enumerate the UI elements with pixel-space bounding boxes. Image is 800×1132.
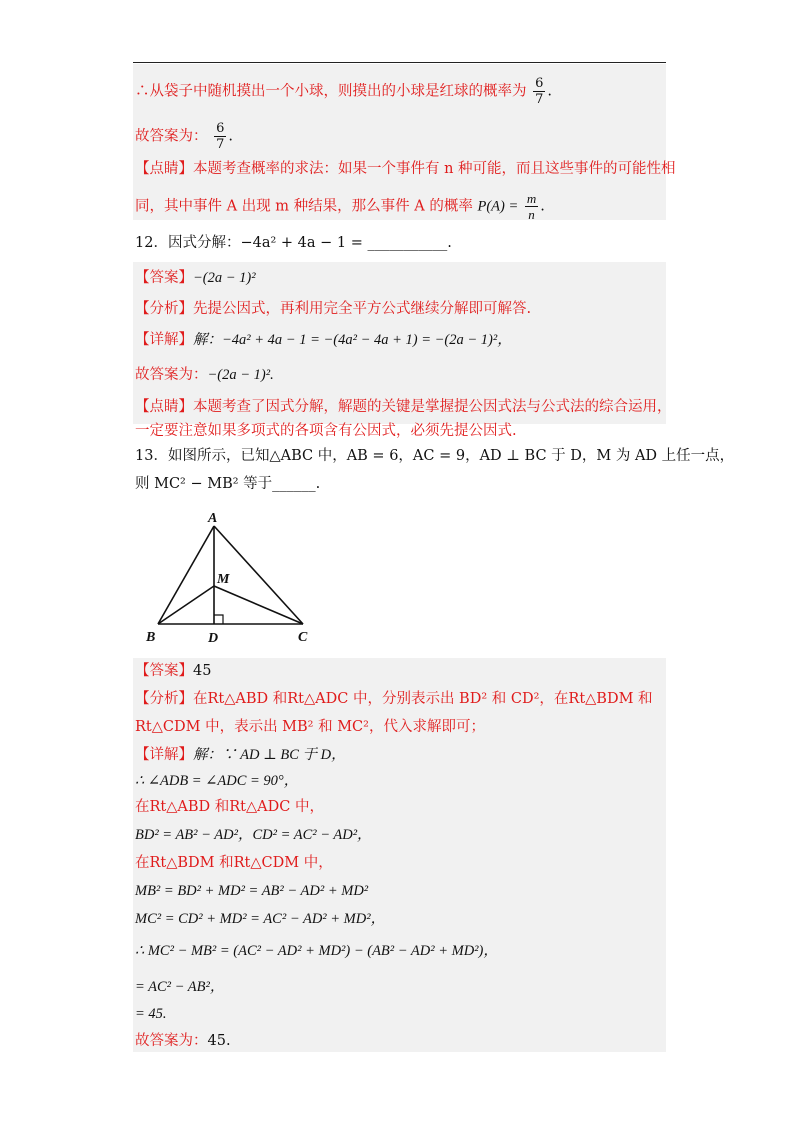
analysis-text: 在Rt△ABD 和Rt△ADC 中，分别表示出 BD² 和 CD²，在Rt△BDM 和: [193, 691, 653, 707]
q13-step-6: MC² = CD² + MD² = AC² − AD² + MD²，: [135, 911, 386, 927]
q13-final-answer: [135, 1031, 231, 1051]
q12-comment-line1: [135, 397, 672, 417]
right-angle-mark: [214, 615, 223, 624]
detail-tag: 【详解】: [135, 332, 193, 348]
probability-fraction: [525, 191, 538, 222]
q13-step-4: 在Rt△BDM 和Rt△CDM 中，: [135, 855, 333, 871]
fraction-denominator: n: [528, 207, 535, 222]
prev-comment-line2: [135, 191, 545, 222]
q13-step-3: BD² = AB² − AD²，CD² = AC² − AD²，: [135, 827, 372, 843]
period: .: [228, 128, 233, 145]
comment-tag: 【点睛】: [135, 399, 193, 415]
q13-question-line2: 则 MC² − MB² 等于______.: [135, 476, 321, 492]
detail-text: 解：∵ AD ⊥ BC 于 D，: [193, 747, 346, 763]
answer-value: 45: [207, 1033, 226, 1049]
q12-question: 12．因式分解：−4a² + 4a − 1 = ___________.: [135, 235, 452, 251]
answer-label: 故答案为：: [135, 1033, 208, 1049]
q13-step-2: 在Rt△ABD 和Rt△ADC 中，: [135, 799, 324, 815]
q13-step-8: = AC² − AB²，: [135, 979, 225, 995]
q12-analysis: [135, 299, 531, 319]
period: .: [225, 1033, 231, 1049]
period: .: [547, 83, 552, 100]
label-m: M: [217, 572, 230, 587]
prev-conclusion: [135, 76, 552, 107]
top-rule: [133, 62, 666, 63]
answer-label: 故答案为：: [135, 367, 208, 383]
q13-step-9: = 45.: [135, 1006, 167, 1022]
q13-question-line1: 13．如图所示，已知△ABC 中，AB = 6，AC = 9，AD ⊥ BC 于 D，M 为 AD 上任一点，: [135, 448, 735, 464]
answer-value: 45: [193, 663, 212, 679]
analysis-tag: 【分析】: [135, 301, 193, 317]
q12-final-answer: [135, 365, 274, 385]
period: .: [540, 198, 545, 215]
comment-text: 本题考查概率的求法：如果一个事件有 n 种可能，而且这些事件的可能性相: [193, 161, 676, 177]
prev-conclusion-text: ∴从袋子中随机摸出一个小球，则摸出的小球是红球的概率为: [135, 83, 527, 100]
triangle-figure: [140, 508, 330, 648]
prev-comment-line1: [135, 159, 676, 179]
answer-tag: 【答案】: [135, 663, 193, 679]
q12-comment-line2: 一定要注意如果多项式的各项含有公因式，必须先提公因式.: [135, 423, 517, 439]
fraction-numerator: 6: [216, 121, 225, 136]
q12-detail: [135, 330, 512, 350]
q12-answer: [135, 268, 256, 288]
label-d: D: [208, 631, 219, 646]
q13-analysis-line2: Rt△CDM 中，表示出 MB² 和 MC²，代入求解即可；: [135, 719, 485, 735]
segment-mb: [158, 586, 214, 624]
prev-probability-fraction: [533, 76, 545, 107]
q13-step-7: ∴ MC² − MB² = (AC² − AD² + MD²) − (AB² − AD² + MD²)，: [135, 943, 498, 959]
comment-tag: 【点睛】: [135, 161, 193, 177]
fraction-denominator: 7: [216, 137, 225, 152]
prev-answer: [135, 121, 233, 152]
fraction-denominator: 7: [535, 92, 544, 107]
analysis-tag: 【分析】: [135, 691, 193, 707]
q13-answer: [135, 661, 211, 681]
q13-analysis-line1: [135, 689, 653, 709]
comment-text: 本题考查了因式分解，解题的关键是掌握提公因式法与公式法的综合运用，: [193, 399, 672, 415]
answer-tag: 【答案】: [135, 270, 193, 286]
label-b: B: [146, 630, 156, 645]
probability-formula: P(A) =: [477, 198, 519, 215]
q13-detail-head: [135, 745, 346, 765]
comment-text: 同，其中事件 A 出现 m 种结果，那么事件 A 的概率: [135, 198, 473, 215]
prev-answer-fraction: [214, 121, 226, 152]
label-a: A: [208, 511, 218, 526]
label-c: C: [298, 630, 308, 645]
q13-step-5: MB² = BD² + MD² = AB² − AD² + MD²: [135, 883, 369, 899]
segment-mc: [214, 586, 303, 624]
fraction-numerator: 6: [535, 76, 544, 91]
detail-text: 解：−4a² + 4a − 1 = −(4a² − 4a + 1) = −(2a − 1)²，: [193, 332, 512, 348]
side-ab: [158, 526, 214, 624]
fraction-numerator: m: [526, 191, 537, 206]
answer-label: 故答案为：: [135, 128, 208, 145]
detail-tag: 【详解】: [135, 747, 193, 763]
analysis-text: 先提公因式，再利用完全平方公式继续分解即可解答.: [193, 301, 532, 317]
q13-step-1: ∴ ∠ADB = ∠ADC = 90°，: [135, 773, 299, 789]
answer-value: −(2a − 1)².: [207, 367, 274, 383]
answer-value: −(2a − 1)²: [193, 270, 256, 286]
